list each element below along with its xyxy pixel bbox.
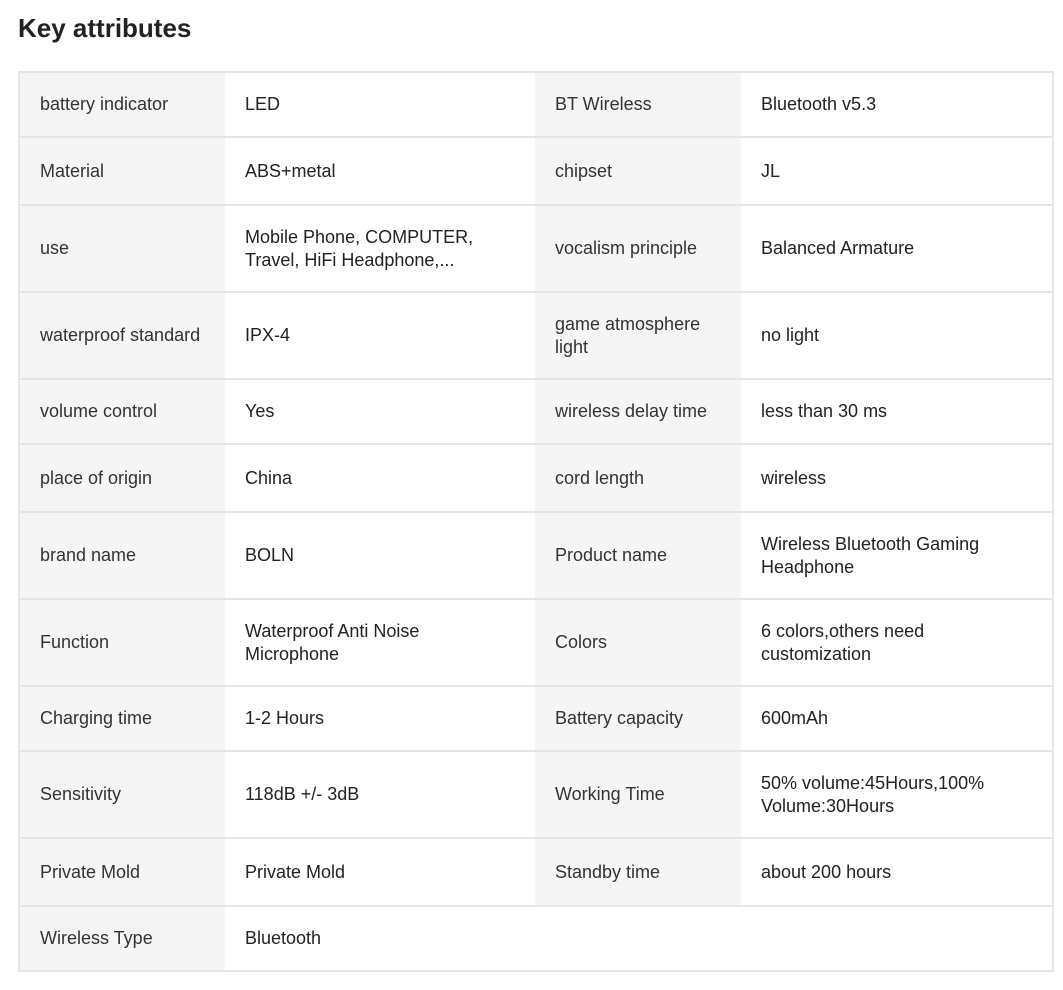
attribute-name: place of origin (19, 444, 225, 512)
attribute-value: Mobile Phone, COMPUTER, Travel, HiFi Headphone,... (225, 205, 535, 292)
attribute-value: IPX-4 (225, 292, 535, 379)
attribute-value: 600mAh (741, 686, 1053, 751)
attribute-value: wireless (741, 444, 1053, 512)
attribute-name: Product name (535, 512, 741, 599)
attribute-name: use (19, 205, 225, 292)
attribute-name: Charging time (19, 686, 225, 751)
attribute-name: Private Mold (19, 838, 225, 906)
attribute-row (19, 512, 1053, 599)
attribute-name: Standby time (535, 838, 741, 906)
attribute-value: Private Mold (225, 838, 535, 906)
attribute-name: Colors (535, 599, 741, 686)
attribute-row (19, 292, 1053, 379)
attribute-value: Yes (225, 379, 535, 444)
attribute-row (19, 379, 1053, 444)
empty-cell (535, 906, 741, 971)
attribute-value: no light (741, 292, 1053, 379)
attribute-value: less than 30 ms (741, 379, 1053, 444)
attribute-name: game atmosphere light (535, 292, 741, 379)
attribute-name: Material (19, 137, 225, 205)
attribute-value: Waterproof Anti Noise Microphone (225, 599, 535, 686)
attribute-name: Sensitivity (19, 751, 225, 838)
attribute-name: battery indicator (19, 72, 225, 137)
attribute-value: 6 colors,others need customization (741, 599, 1053, 686)
attribute-value: about 200 hours (741, 838, 1053, 906)
attribute-value: JL (741, 137, 1053, 205)
attribute-name: Wireless Type (19, 906, 225, 971)
attribute-name: brand name (19, 512, 225, 599)
attribute-value: LED (225, 72, 535, 137)
attribute-value: 118dB +/- 3dB (225, 751, 535, 838)
attribute-name: chipset (535, 137, 741, 205)
attribute-value: Balanced Armature (741, 205, 1053, 292)
attribute-value: China (225, 444, 535, 512)
attribute-value: Wireless Bluetooth Gaming Headphone (741, 512, 1053, 599)
attribute-name: BT Wireless (535, 72, 741, 137)
attribute-value: ABS+metal (225, 137, 535, 205)
attribute-name: Function (19, 599, 225, 686)
attribute-row (19, 72, 1053, 137)
attribute-row (19, 599, 1053, 686)
attribute-row (19, 906, 1053, 971)
attribute-name: cord length (535, 444, 741, 512)
attribute-value: 50% volume:45Hours,100% Volume:30Hours (741, 751, 1053, 838)
attribute-name: vocalism principle (535, 205, 741, 292)
attribute-value: Bluetooth (225, 906, 535, 971)
attribute-value: BOLN (225, 512, 535, 599)
attribute-row (19, 751, 1053, 838)
attribute-row (19, 205, 1053, 292)
attribute-value: Bluetooth v5.3 (741, 72, 1053, 137)
attribute-row (19, 838, 1053, 906)
attribute-name: waterproof standard (19, 292, 225, 379)
attribute-name: Battery capacity (535, 686, 741, 751)
attribute-name: volume control (19, 379, 225, 444)
attribute-row (19, 686, 1053, 751)
attribute-name: Working Time (535, 751, 741, 838)
key-attributes-table (18, 71, 1054, 972)
attribute-row (19, 137, 1053, 205)
attribute-value: 1-2 Hours (225, 686, 535, 751)
attribute-row (19, 444, 1053, 512)
section-title: Key attributes (18, 13, 192, 43)
empty-cell (741, 906, 1053, 971)
attribute-name: wireless delay time (535, 379, 741, 444)
